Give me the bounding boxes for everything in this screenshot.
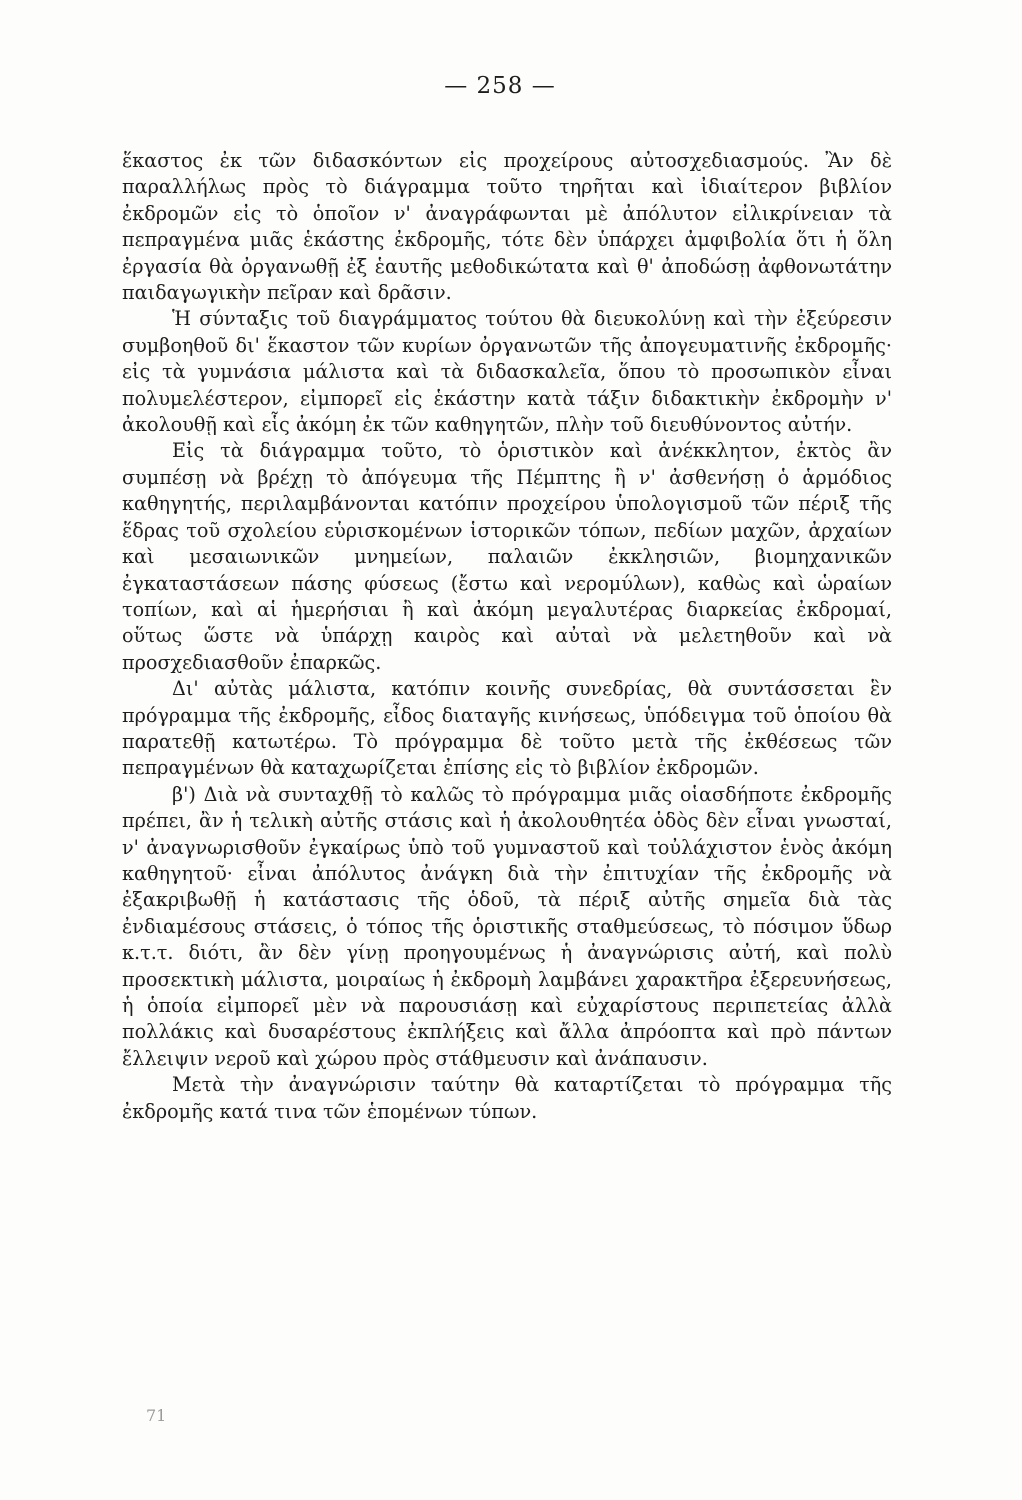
body-text — [122, 148, 892, 1125]
paragraph-5: β') Διὰ νὰ συνταχθῇ τὸ καλῶς τὸ πρόγραμμα μιᾶς οἱασδήποτε ἐκδρομῆς πρέπει, ἂν ἡ τελικὴ αὐτῆς στάσις καὶ ἡ ἀκολουθητέα ὁδὸς δὲν εἶναι γνωσταί, ν' ἀναγνωρισθοῦν ἐγκαίρως ὑπὸ τοῦ γυμναστοῦ καὶ τοὐλάχιστον ἑνὸς ἀκόμη καθηγητοῦ· εἶναι ἀπόλυτος ἀνάγκη διὰ τὴν ἐπιτυχίαν τῆς ἐκδρομῆς νὰ ἐξακριβωθῇ ἡ κατάστασις τῆς ὁδοῦ, τὰ πέριξ αὐτῆς σημεῖα διὰ τὰς ἐνδιαμέσους στάσεις, ὁ τόπος τῆς ὁριστικῆς σταθμεύσεως, τὸ πόσιμον ὕδωρ κ.τ.τ. διότι, ἂν δὲν γίνῃ προηγουμένως ἡ ἀναγνώρισις αὐτή, καὶ πολὺ προσεκτικὴ μάλιστα, μοιραίως ἡ ἐκδρομὴ λαμβάνει χαρακτῆρα ἐξερευνήσεως, ἡ ὁποία εἰμπορεῖ μὲν νὰ παρουσιάσῃ καὶ εὐχαρίστους περιπετείας ἀλλὰ πολλάκις καὶ δυσαρέστους ἐκπλήξεις καὶ ἄλλα ἀπρόοπτα καὶ πρὸ πάντων ἔλλειψιν νεροῦ καὶ χώρου πρὸς στάθμευσιν καὶ ἀνάπαυσιν. — [122, 782, 892, 1070]
paragraph-1: ἕκαστος ἐκ τῶν διδασκόντων εἰς προχείρους αὐτοσχεδιασμούς. Ἂν δὲ παραλλήλως πρὸς τὸ διάγραμμα τοῦτο τηρῆται καὶ ἰδιαίτερον βιβλίον ἐκδρομῶν εἰς τὸ ὁποῖον ν' ἀναγράφωνται μὲ ἀπόλυτον εἰλικρίνειαν τὰ πεπραγμένα μιᾶς ἑκάστης ἐκδρομῆς, τότε δὲν ὑπάρχει ἀμφιβολία ὅτι ἡ ὅλη ἐργασία θὰ ὀργανωθῇ ἐξ ἑαυτῆς μεθοδικώτατα καὶ θ' ἀποδώσῃ ἀφθονωτάτην παιδαγωγικὴν πεῖραν καὶ δρᾶσιν. — [122, 149, 892, 305]
signature-mark: 71 — [146, 1406, 167, 1425]
paragraph-2: Ἡ σύνταξις τοῦ διαγράμματος τούτου θὰ διευκολύνῃ καὶ τὴν ἐξεύρεσιν συμβοηθοῦ δι' ἕκαστον τῶν κυρίων ὀργανωτῶν τῆς ἀπογευματινῆς ἐκδρομῆς· εἰς τὰ γυμνάσια μάλιστα καὶ τὰ διδασκαλεῖα, ὅπου τὸ προσωπικὸν εἶναι πολυμελέστερον, εἰμπορεῖ εἰς ἑκάστην κατὰ τάξιν διδακτικὴν ἐκδρομὴν ν' ἀκολουθῇ καὶ εἷς ἀκόμη ἐκ τῶν καθηγητῶν, πλὴν τοῦ διευθύνοντος αὐτήν. — [122, 307, 892, 437]
paragraph-3: Εἰς τὰ διάγραμμα τοῦτο, τὸ ὁριστικὸν καὶ ἀνέκκλητον, ἐκτὸς ἂν συμπέσῃ νὰ βρέχῃ τὸ ἀπόγευμα τῆς Πέμπτης ἢ ν' ἀσθενήσῃ ὁ ἁρμόδιος καθηγητής, περιλαμβάνονται κατόπιν προχείρου ὑπολογισμοῦ τῶν πέριξ τῆς ἕδρας τοῦ σχολείου εὑρισκομένων ἱστορικῶν τόπων, πεδίων μαχῶν, ἀρχαίων καὶ μεσαιωνικῶν μνημείων, παλαιῶν ἐκκλησιῶν, βιομηχανικῶν ἐγκαταστάσεων πάσης φύσεως (ἔστω καὶ νερομύλων), καθὼς καὶ ὡραίων τοπίων, καὶ αἱ ἡμερήσιαι ἢ καὶ ἀκόμη μεγαλυτέρας διαρκείας ἐκδρομαί, οὕτως ὥστε νὰ ὑπάρχῃ καιρὸς καὶ αὐταὶ νὰ μελετηθοῦν καὶ νὰ προσχεδιασθοῦν ἐπαρκῶς. — [122, 439, 892, 674]
page-number: — 258 — — [444, 73, 556, 99]
paragraph-6: Μετὰ τὴν ἀναγνώρισιν ταύτην θὰ καταρτίζεται τὸ πρόγραμμα τῆς ἐκδρομῆς κατά τινα τῶν ἑπομένων τύπων. — [122, 1073, 892, 1123]
paragraph-4: Δι' αὐτὰς μάλιστα, κατόπιν κοινῆς συνεδρίας, θὰ συντάσσεται ἓν πρόγραμμα τῆς ἐκδρομῆς, εἶδος διαταγῆς κινήσεως, ὑπόδειγμα τοῦ ὁποίου θὰ παρατεθῇ κατωτέρω. Τὸ πρόγραμμα δὲ τοῦτο μετὰ τῆς ἐκθέσεως τῶν πεπραγμένων θὰ καταχωρίζεται ἐπίσης εἰς τὸ βιβλίον ἐκδρομῶν. — [122, 677, 892, 780]
